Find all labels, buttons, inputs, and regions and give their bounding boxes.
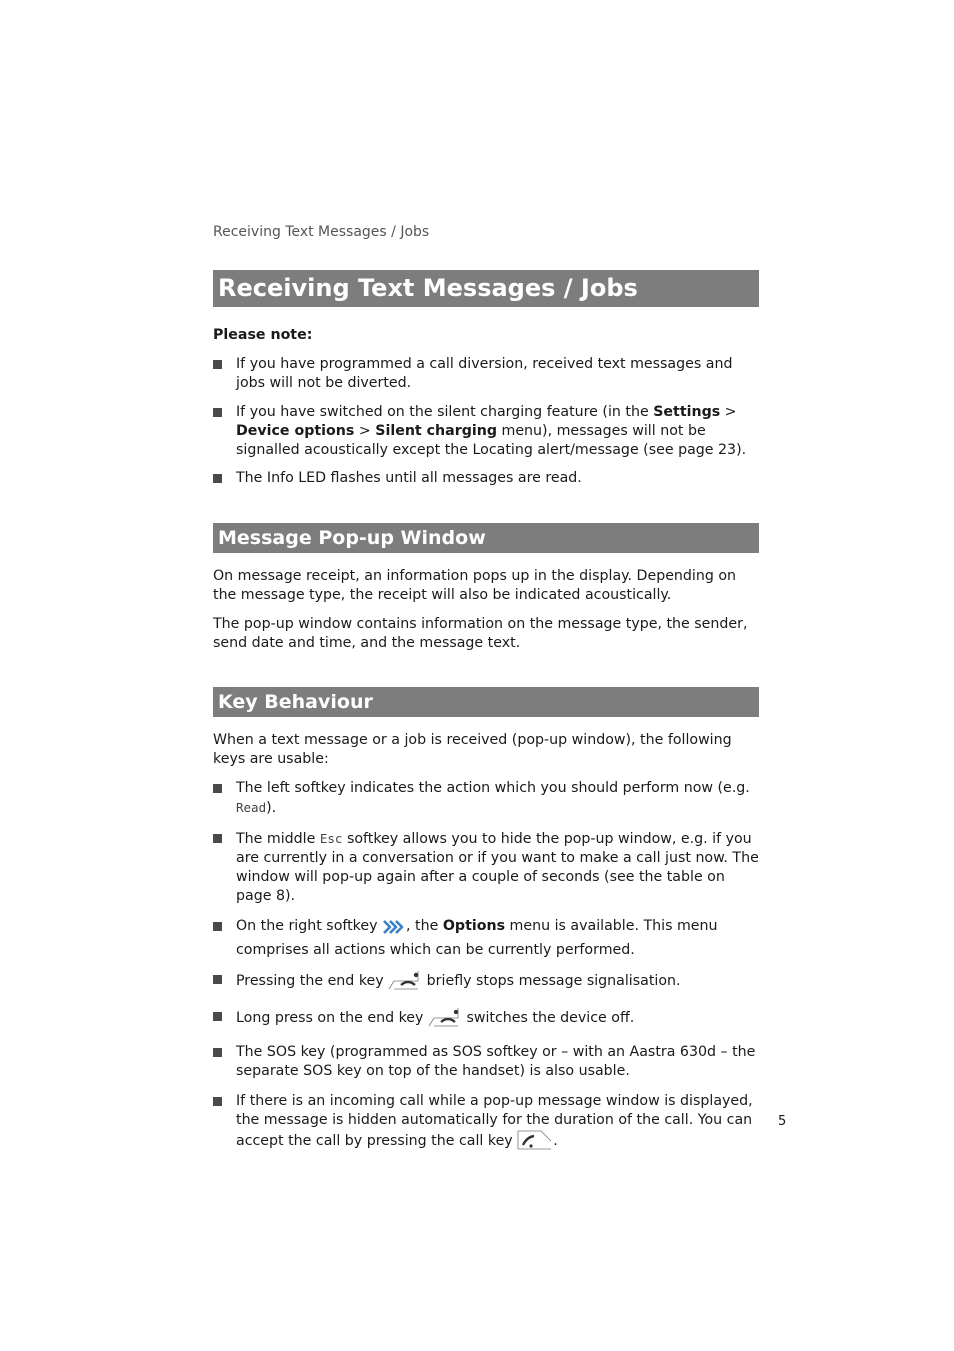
section-title-receiving: Receiving Text Messages / Jobs [213,270,759,307]
running-header: Receiving Text Messages / Jobs [213,224,430,240]
list-item: Long press on the end key switches the device off. [213,1007,759,1033]
list-item: The left softkey indicates the action which you should perform now (e.g. Read). [213,779,759,819]
call-key-icon [517,1130,553,1156]
note-label: Please note: [213,327,313,343]
list-item: The middle Esc softkey allows you to hide the pop-up window, e.g. if you are currently in a conversation or if you want to make a call just now. The window will pop-up again after a couple of seconds (see the table on page 8). [213,829,759,907]
list-item: Pressing the end key briefly stops message signalisation. [213,970,759,996]
list-item: If you have switched on the silent charging feature (in the Settings > Device options > Silent charging menu), messages will not be signalled acoustically except the Locating alert/message (see page 23). [213,403,759,461]
page-number: 5 [778,1114,787,1129]
list-item: The SOS key (programmed as SOS softkey or – with an Aastra 630d – the separate SOS key on top of the handset) is also usable. [213,1043,759,1082]
end-key-icon [428,1007,462,1033]
notes-list [213,355,759,489]
options-softkey-icon [382,919,406,941]
section-title-keys: Key Behaviour [213,687,759,717]
keys-intro: When a text message or a job is received (pop-up window), the following keys are usable: [213,732,732,768]
list-item: If you have programmed a call diversion, received text messages and jobs will not be diverted. [213,355,759,394]
list-item: On the right softkey , the Options menu is available. This menu comprises all actions which can be currently performed. [213,917,759,961]
section-title-popup: Message Pop-up Window [213,523,759,553]
popup-paragraph-2: The pop-up window contains information on the message type, the sender, send date and time, and the message text. [213,616,748,652]
popup-paragraph-1: On message receipt, an information pops up in the display. Depending on the message type, the receipt will also be indicated acoustically. [213,568,737,604]
list-item: If there is an incoming call while a pop-up message window is displayed, the message is hidden automatically for the duration of the call. You can accept the call by pressing the call key . [213,1092,759,1157]
list-item: The Info LED flashes until all messages are read. [213,469,759,488]
end-key-icon [388,970,422,996]
keys-list [213,779,759,1156]
